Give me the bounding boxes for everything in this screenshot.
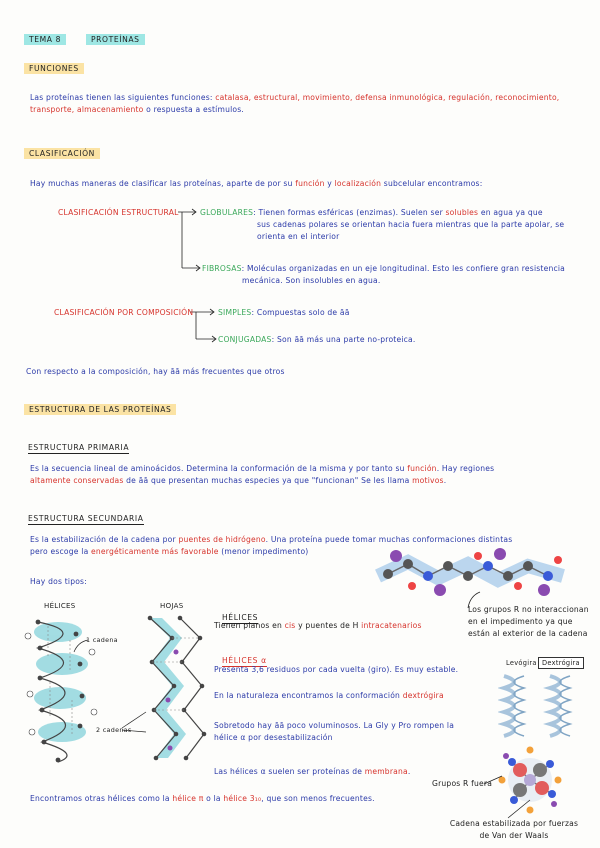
levogira-label: Levógira (506, 659, 537, 667)
helices-text: Tienen planos en cis y puentes de H intracatenarios (214, 621, 422, 630)
page-title: PROTEÍNAS (86, 35, 145, 44)
globulares-block: GLOBULARES: Tienen formas esféricas (enzimas). Suelen ser solubles en agua ya que sus cadenas polares se orientan hacia fuera mientras que la parte apolar, se orienta en el interior (200, 208, 565, 241)
otras-helices-note: Encontramos otras hélices como la hélice π o la hélice 3₁₀, que son menos frecuentes. (30, 794, 375, 803)
tema-number: TEMA 8 (24, 35, 66, 44)
dos-cadenas-arrows (120, 706, 150, 736)
clasificacion-intro: Hay muchas maneras de clasificar las proteínas, aparte de por su función y localización subcelular encontramos: (30, 179, 483, 188)
secundaria-heading: ESTRUCTURA SECUNDARIA (28, 514, 144, 523)
cadena-note: 1 cadena (86, 636, 118, 644)
secundaria-paragraph: Es la estabilización de la cadena por puentes de hidrógeno. Una proteína puede tomar muchas conformaciones distintas pero escoge la energéticamente más favorable (menor impedimento) (30, 535, 513, 556)
helices-heading: HÉLICES (222, 613, 259, 622)
grupos-r-fuera-note: Grupos R fuera (432, 779, 493, 788)
hojas-label: HOJAS (160, 602, 184, 610)
simples-block: SIMPLES: Compuestas solo de āā (218, 308, 350, 317)
primaria-heading: ESTRUCTURA PRIMARIA (28, 443, 130, 452)
alfa-line5: Las hélices α suelen ser proteínas de membrana. (214, 767, 411, 776)
cadena-arrow (70, 636, 90, 656)
helix-chirality-illustration (498, 672, 588, 742)
dextrogira-label: Dextrógira (538, 657, 584, 669)
funciones-heading: FUNCIONES (24, 64, 84, 73)
fibrosas-block: FIBROSAS: Moléculas organizadas en un eje longitudinal. Esto les confiere gran resistencia mecánica. Son insolubles en agua. (202, 264, 566, 285)
grupos-r-note: Los grupos R no interaccionan en el impedimento ya que están al exterior de la cadena (468, 605, 589, 638)
estructura-heading: ESTRUCTURA DE LAS PROTEÍNAS (24, 405, 176, 414)
helices-label: HÉLICES (44, 602, 76, 610)
alfa-heading: HÉLICES α (222, 656, 267, 665)
alfa-line2: En la naturaleza encontramos la conformación dextrógira (214, 691, 444, 700)
primaria-paragraph: Es la secuencia lineal de aminoácidos. Determina la conformación de la misma y por tanto su función. Hay regiones altamente conservadas de āā que presentan muchas especies ya que "funcionan" Se les llama motivos. (30, 464, 495, 485)
clasificacion-heading: CLASIFICACIÓN (24, 149, 100, 158)
alfa-line1: Presenta 3,6 residuos por cada vuelta (giro). Es muy estable. (214, 665, 459, 674)
alfa-line3: Sobretodo hay āā poco voluminosos. La Gly y Pro rompen la hélice α por desestabilización (214, 721, 455, 742)
conjugadas-block: CONJUGADAS: Son āā más una parte no-proteica. (218, 335, 416, 344)
vdw-arrow (500, 796, 540, 820)
beta-sheet-model (140, 612, 210, 764)
grupos-r-fuera-arrow (482, 770, 506, 790)
vdw-note: Cadena estabilizada por fuerzas de Van der Waals (449, 819, 579, 840)
alpha-helix-model (18, 612, 108, 764)
estructural-label: CLASIFICACIÓN ESTRUCTURAL (58, 208, 179, 217)
composicion-note: Con respecto a la composición, hay āā más frecuentes que otros (26, 367, 285, 376)
funciones-paragraph: Las proteínas tienen las siguientes funciones: catalasa, estructural, movimiento, defensa inmunológica, regulación, reconocimiento, transporte, almacenamiento o respuesta a estímulos. (30, 93, 560, 114)
tipos-text: Hay dos tipos: (30, 577, 87, 586)
dos-cadenas-note: 2 cadenas (96, 726, 132, 734)
composicion-label: CLASIFICACIÓN POR COMPOSICIÓN (54, 308, 194, 317)
